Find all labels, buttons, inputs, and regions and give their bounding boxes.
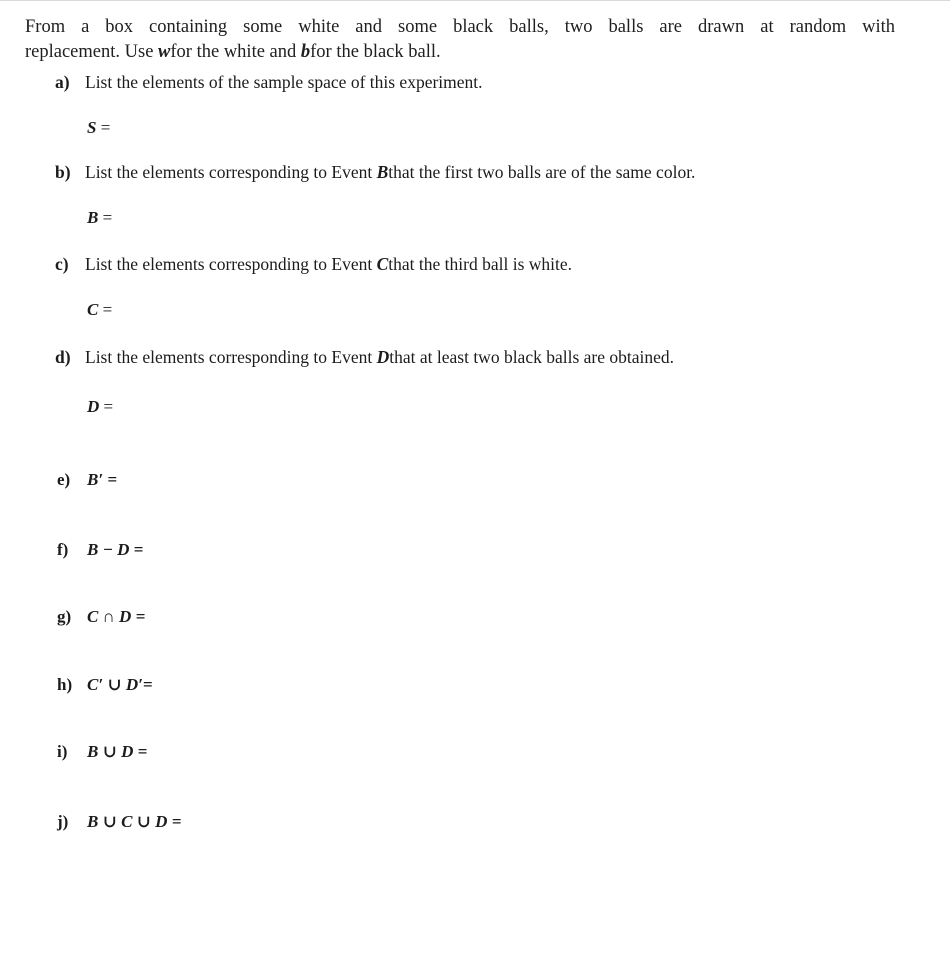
answer-equals: = (98, 300, 113, 319)
item-label: j) (57, 812, 69, 831)
answer-a (87, 117, 110, 139)
answer-c (87, 299, 112, 321)
set-expression: B − D = (87, 540, 144, 559)
answer-symbol: D (87, 397, 100, 416)
answer-symbol: S (87, 118, 97, 137)
item-h (57, 674, 153, 696)
set-expression: B ∪ D = (87, 742, 148, 761)
answer-equals: = (96, 118, 111, 137)
set-expression: C′ ∪ D′= (87, 675, 153, 694)
problem-statement-line-1: From a box containing some white and some black balls, two balls are drawn at random with (25, 17, 895, 37)
answer-b (87, 207, 112, 229)
question-a (55, 71, 483, 93)
problem-statement (25, 15, 895, 65)
question-b (55, 161, 695, 183)
question-label: d) (55, 347, 71, 367)
item-label: e) (57, 470, 71, 489)
problem-statement-line-2 (25, 40, 895, 65)
set-expression: B′ = (87, 470, 118, 489)
question-text: List the elements corresponding to Event (85, 347, 377, 367)
item-f (57, 539, 143, 561)
item-label: h) (57, 675, 73, 694)
white-symbol: w (158, 42, 171, 62)
question-text: that the third ball is white. (388, 254, 573, 274)
problem-text: for the black ball. (310, 42, 441, 62)
question-label: c) (55, 254, 69, 274)
item-e (57, 469, 117, 491)
question-text: that the first two balls are of the same color. (388, 162, 696, 182)
item-label: i) (57, 742, 68, 761)
answer-d (87, 396, 113, 418)
question-text: List the elements corresponding to Event (85, 254, 377, 274)
question-d (55, 346, 674, 368)
answer-equals: = (98, 208, 113, 227)
problem-text: replacement. Use (25, 42, 159, 62)
set-expression: C ∩ D = (87, 607, 146, 626)
problem-text: for the white and (170, 42, 301, 62)
event-symbol: D (376, 347, 390, 367)
set-expression: B ∪ C ∪ D = (87, 812, 182, 831)
question-label: a) (55, 72, 70, 92)
event-symbol: C (376, 254, 389, 274)
question-text: that at least two black balls are obtained. (389, 347, 675, 367)
answer-symbol: B (87, 208, 99, 227)
question-label: b) (55, 162, 71, 182)
question-text: List the elements corresponding to Event (85, 162, 377, 182)
item-i (57, 741, 147, 763)
item-g (57, 606, 145, 628)
answer-symbol: C (87, 300, 99, 319)
event-symbol: B (376, 162, 389, 182)
item-j (57, 811, 181, 833)
question-text: List the elements of the sample space of this experiment. (85, 72, 483, 92)
item-label: g) (57, 607, 72, 626)
black-symbol: b (300, 42, 311, 62)
question-c (55, 253, 572, 275)
answer-equals: = (99, 397, 114, 416)
item-label: f) (57, 540, 69, 559)
